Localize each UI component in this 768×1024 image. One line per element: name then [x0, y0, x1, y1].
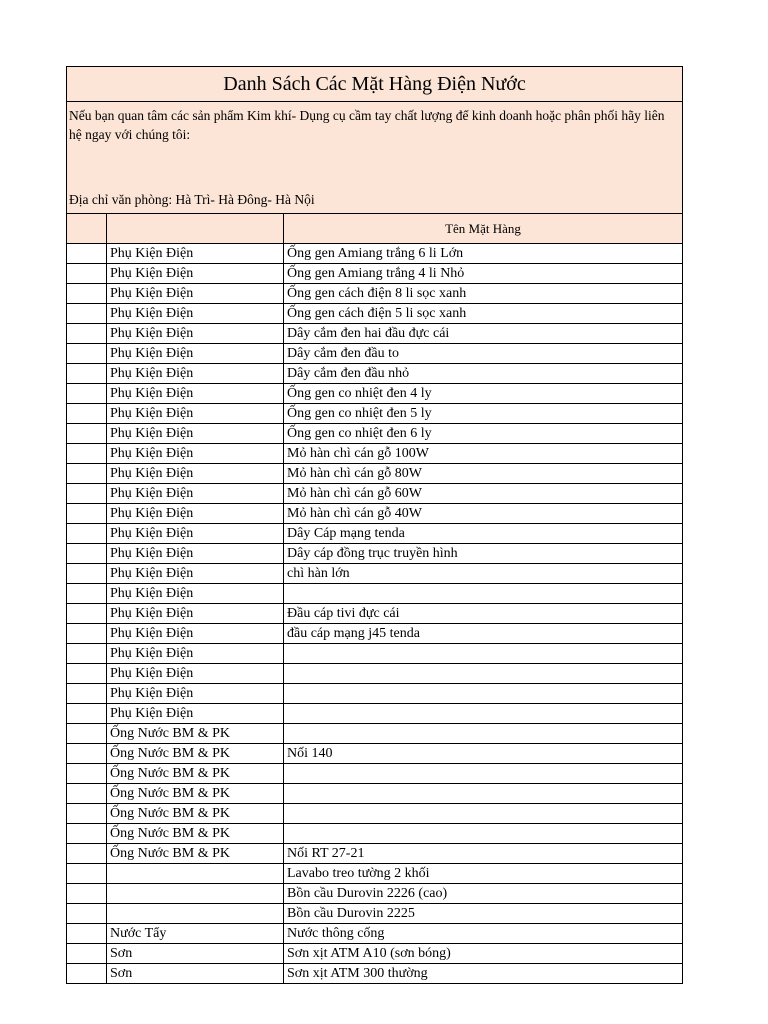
table-row: [67, 684, 682, 704]
row-index-cell: [67, 684, 107, 703]
category-cell: Ống Nước BM & PK: [107, 764, 284, 783]
category-cell: Phụ Kiện Điện: [107, 324, 284, 343]
item-name-cell: [284, 804, 682, 823]
row-index-cell: [67, 724, 107, 743]
row-index-cell: [67, 764, 107, 783]
category-cell: Phụ Kiện Điện: [107, 304, 284, 323]
category-cell: Phụ Kiện Điện: [107, 404, 284, 423]
category-cell: Phụ Kiện Điện: [107, 604, 284, 623]
row-index-cell: [67, 484, 107, 503]
item-name-cell: đầu cáp mạng j45 tenda: [287, 626, 420, 641]
category-cell: Phụ Kiện Điện: [107, 284, 284, 303]
table-row: [67, 644, 682, 664]
row-index-cell: [67, 544, 107, 563]
item-name-cell: chì hàn lớn: [287, 566, 350, 581]
item-name-cell: Bồn cầu Durovin 2226 (cao): [287, 886, 448, 901]
table-row: [67, 364, 682, 384]
category-cell: Phụ Kiện Điện: [107, 624, 284, 643]
row-index-cell: [67, 384, 107, 403]
table-row: [67, 344, 682, 364]
item-name-cell: [284, 724, 682, 743]
table-row: [67, 544, 682, 564]
item-name-cell: Nối RT 27-21: [287, 846, 365, 861]
item-name-cell: Ống gen Amiang trắng 4 li Nhỏ: [287, 266, 465, 281]
sheet-title: Danh Sách Các Mặt Hàng Điện Nước: [67, 67, 682, 102]
item-name-cell: Sơn xịt ATM 300 thường: [287, 966, 428, 981]
category-cell: Ống Nước BM & PK: [107, 824, 284, 843]
category-cell: Ống Nước BM & PK: [107, 784, 284, 803]
item-name-cell: Nối 140: [287, 746, 333, 761]
category-cell: Phụ Kiện Điện: [107, 384, 284, 403]
table-row: [67, 384, 682, 404]
category-cell: Phụ Kiện Điện: [107, 584, 284, 603]
table-row: [67, 824, 682, 844]
category-cell: Ống Nước BM & PK: [107, 804, 284, 823]
category-cell: Phụ Kiện Điện: [107, 444, 284, 463]
item-name-cell: Ống gen cách điện 5 li sọc xanh: [287, 306, 467, 321]
row-index-cell: [67, 844, 107, 863]
row-index-cell: [67, 444, 107, 463]
row-index-cell: [67, 824, 107, 843]
table-row: [67, 664, 682, 684]
table-row: [67, 244, 682, 264]
table-row: [67, 524, 682, 544]
header-col-a: [67, 214, 107, 243]
item-name-cell: Ống gen co nhiệt đen 4 ly: [287, 386, 432, 401]
table-row: [67, 964, 682, 984]
category-cell: Phụ Kiện Điện: [107, 664, 284, 683]
item-name-cell: Nước thông cống: [287, 926, 385, 941]
category-cell: Phụ Kiện Điện: [107, 684, 284, 703]
category-cell: Phụ Kiện Điện: [107, 564, 284, 583]
category-cell: Phụ Kiện Điện: [107, 544, 284, 563]
item-name-cell: Dây cáp đồng trục truyền hình: [287, 546, 458, 561]
table-row: [67, 884, 682, 904]
row-index-cell: [67, 924, 107, 943]
table-row: [67, 904, 682, 924]
product-list-sheet: [66, 66, 683, 984]
row-index-cell: [67, 284, 107, 303]
row-index-cell: [67, 644, 107, 663]
item-name-cell: Ống gen cách điện 8 li sọc xanh: [287, 286, 467, 301]
item-name-cell: [284, 584, 682, 603]
item-name-cell: Đầu cáp tivi đực cái: [287, 606, 400, 621]
row-index-cell: [67, 864, 107, 883]
row-index-cell: [67, 944, 107, 963]
table-row: [67, 724, 682, 744]
category-cell: Phụ Kiện Điện: [107, 704, 284, 723]
table-row: [67, 784, 682, 804]
header-col-b: [107, 214, 284, 243]
row-index-cell: [67, 904, 107, 923]
row-index-cell: [67, 324, 107, 343]
item-name-cell: Dây cắm đen hai đầu đực cái: [287, 326, 450, 341]
table-row: [67, 704, 682, 724]
table-row: [67, 744, 682, 764]
table-row: [67, 764, 682, 784]
category-cell: Phụ Kiện Điện: [107, 524, 284, 543]
row-index-cell: [67, 664, 107, 683]
item-name-cell: Bồn cầu Durovin 2225: [287, 906, 415, 921]
item-name-cell: [284, 824, 682, 843]
table-header: [67, 214, 682, 244]
item-name-cell: Mỏ hàn chì cán gỗ 80W: [287, 466, 422, 481]
table-row: [67, 504, 682, 524]
category-cell: Phụ Kiện Điện: [107, 464, 284, 483]
table-row: [67, 844, 682, 864]
row-index-cell: [67, 344, 107, 363]
category-cell: Phụ Kiện Điện: [107, 504, 284, 523]
table-row: [67, 284, 682, 304]
table-row: [67, 444, 682, 464]
row-index-cell: [67, 364, 107, 383]
category-cell: Ống Nước BM & PK: [107, 844, 284, 863]
item-name-cell: Ống gen co nhiệt đen 5 ly: [287, 406, 432, 421]
category-cell: Phụ Kiện Điện: [107, 344, 284, 363]
item-name-cell: [284, 704, 682, 723]
item-name-cell: [284, 644, 682, 663]
row-index-cell: [67, 424, 107, 443]
table-row: [67, 804, 682, 824]
table-row: [67, 864, 682, 884]
table-row: [67, 464, 682, 484]
item-name-cell: [284, 684, 682, 703]
item-name-cell: Lavabo treo tường 2 khối: [287, 866, 430, 881]
table-row: [67, 424, 682, 444]
category-cell: Ống Nước BM & PK: [107, 724, 284, 743]
category-cell: Sơn: [107, 964, 284, 983]
category-cell: Phụ Kiện Điện: [107, 364, 284, 383]
category-cell: [107, 864, 284, 883]
item-name-cell: Mỏ hàn chì cán gỗ 40W: [287, 506, 422, 521]
table-row: [67, 484, 682, 504]
item-name-cell: [284, 764, 682, 783]
item-name-cell: Sơn xịt ATM A10 (sơn bóng): [287, 946, 451, 961]
category-cell: Phụ Kiện Điện: [107, 264, 284, 283]
office-address: Địa chỉ văn phòng: Hà Trì- Hà Đông- Hà Nội: [69, 192, 315, 207]
row-index-cell: [67, 964, 107, 983]
table-body: [67, 244, 682, 984]
item-name-cell: Ống gen co nhiệt đen 6 ly: [287, 426, 432, 441]
table-row: [67, 624, 682, 644]
item-name-cell: [284, 784, 682, 803]
row-index-cell: [67, 784, 107, 803]
table-row: [67, 924, 682, 944]
table-row: [67, 564, 682, 584]
category-cell: Phụ Kiện Điện: [107, 244, 284, 263]
row-index-cell: [67, 624, 107, 643]
item-name-cell: Mỏ hàn chì cán gỗ 60W: [287, 486, 422, 501]
table-row: [67, 304, 682, 324]
category-cell: [107, 904, 284, 923]
table-row: [67, 264, 682, 284]
item-name-cell: [284, 664, 682, 683]
table-row: [67, 584, 682, 604]
table-row: [67, 324, 682, 344]
row-index-cell: [67, 264, 107, 283]
category-cell: Nước Tẩy: [107, 924, 284, 943]
row-index-cell: [67, 584, 107, 603]
category-cell: Phụ Kiện Điện: [107, 484, 284, 503]
category-cell: Phụ Kiện Điện: [107, 644, 284, 663]
item-name-cell: Dây Cáp mạng tenda: [287, 526, 405, 541]
row-index-cell: [67, 404, 107, 423]
category-cell: [107, 884, 284, 903]
item-name-cell: Ống gen Amiang trắng 6 li Lớn: [287, 246, 464, 261]
row-index-cell: [67, 464, 107, 483]
table-row: [67, 604, 682, 624]
row-index-cell: [67, 704, 107, 723]
row-index-cell: [67, 504, 107, 523]
row-index-cell: [67, 804, 107, 823]
table-row: [67, 944, 682, 964]
intro-cell: [67, 102, 682, 214]
item-name-cell: Dây cắm đen đầu to: [287, 346, 399, 361]
item-name-cell: Dây cắm đen đầu nhỏ: [287, 366, 410, 381]
table-row: [67, 404, 682, 424]
row-index-cell: [67, 744, 107, 763]
row-index-cell: [67, 604, 107, 623]
row-index-cell: [67, 564, 107, 583]
item-name-cell: Mỏ hàn chì cán gỗ 100W: [287, 446, 429, 461]
category-cell: Sơn: [107, 944, 284, 963]
row-index-cell: [67, 884, 107, 903]
category-cell: Ống Nước BM & PK: [107, 744, 284, 763]
row-index-cell: [67, 304, 107, 323]
row-index-cell: [67, 244, 107, 263]
row-index-cell: [67, 524, 107, 543]
category-cell: Phụ Kiện Điện: [107, 424, 284, 443]
header-item-name: Tên Mặt Hàng: [445, 221, 521, 236]
intro-text: Nếu bạn quan tâm các sản phẩm Kim khí- Dụng cụ cầm tay chất lượng để kinh doanh hoặc phân phối hãy liên hệ ngay với chúng tôi:: [69, 108, 665, 142]
